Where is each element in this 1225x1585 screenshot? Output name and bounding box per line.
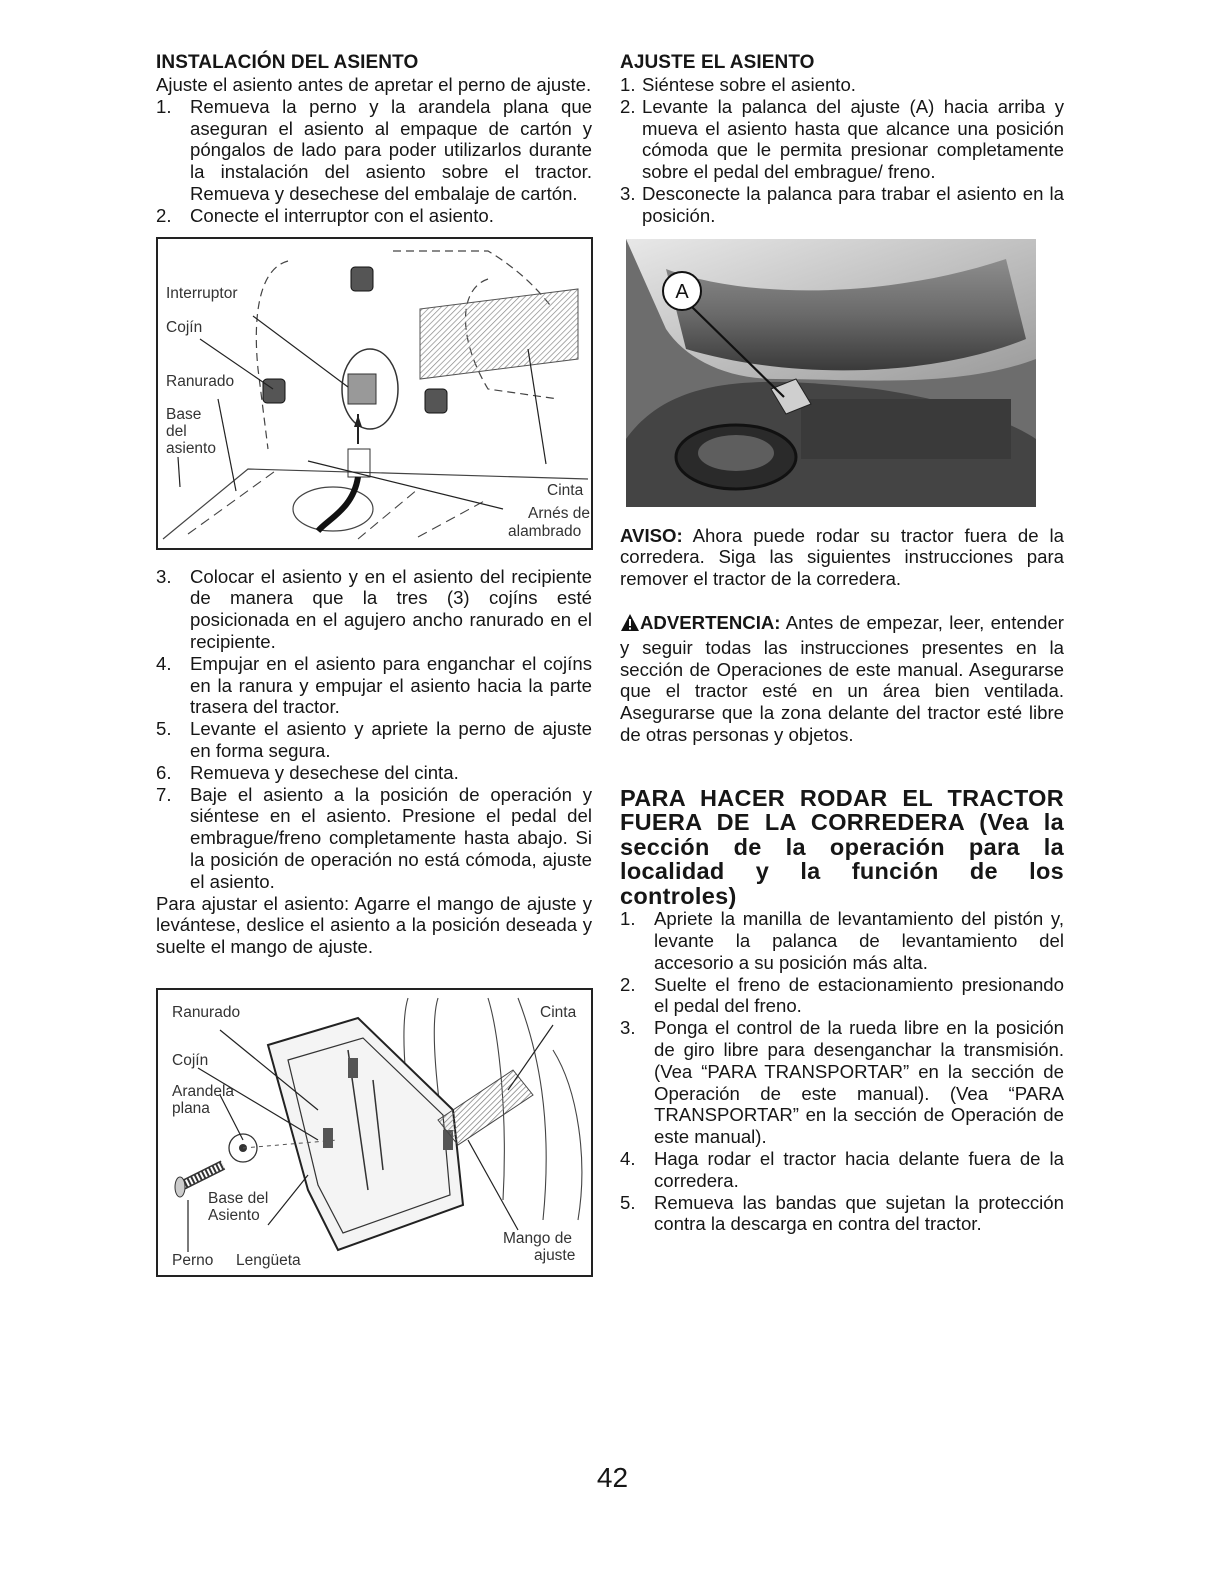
list-item: 3. Colocar el asiento y en el asiento del recipiente de manera que la tres (3) cojíns esté posicionada en el agujero ancho ranurado en el recipiente.	[156, 565, 592, 652]
label-mango-ajuste: ajuste	[534, 1246, 576, 1264]
advertencia-text: Antes de empezar, leer, entender y seguir todas las instrucciones presentes en la sección de Operaciones de este manual. Asegurarse que el tractor esté en un área bien ventilada. Asegurarse que la zona delante del tractor esté libre de otras personas y objetos.	[620, 611, 1064, 745]
figure-switch-connection	[156, 237, 593, 550]
left-column	[156, 52, 592, 1277]
label-base-del-2: Base del	[208, 1189, 269, 1207]
list-item: 5. Levante el asiento y apriete la perno de ajuste en forma segura.	[156, 718, 592, 761]
aviso-paragraph	[620, 525, 1064, 590]
label-base-del: del	[166, 422, 187, 440]
label-asiento-2: Asiento	[208, 1206, 260, 1224]
label-cojin-2: Cojín	[172, 1051, 209, 1069]
list-item: 2. Conecte el interruptor con el asiento.	[156, 204, 494, 226]
photo-seat-lever	[626, 239, 1036, 507]
label-ranurado: Ranurado	[166, 372, 235, 390]
list-item: 6. Remueva y desechese del cinta.	[156, 761, 459, 783]
label-lengueta: Lengüeta	[236, 1251, 301, 1269]
label-cinta-2: Cinta	[540, 1003, 577, 1021]
label-mango: Mango de	[503, 1229, 572, 1247]
label-ranurado-2: Ranurado	[172, 1003, 241, 1021]
list-item: 3. Ponga el control de la rueda libre en la posición de giro libre para desenganchar la transmisión. (Vea “PARA TRANSPORTAR” en la sección de Operación de este manual). (Vea “PARA TRANSPORTAR” en la sección de Operación de este manual).	[620, 1017, 1064, 1148]
section-heading-instalacion: INSTALACIÓN DEL ASIENTO	[156, 52, 419, 73]
figure-seat-lever-photo	[626, 239, 1036, 507]
list-item: 5. Remueva las bandas que sujetan la protección contra la descarga en contra del tractor.	[620, 1191, 1064, 1235]
label-cinta: Cinta	[547, 481, 584, 499]
page-number: 42	[596, 1462, 629, 1493]
right-column	[620, 52, 1064, 1235]
label-interruptor: Interruptor	[166, 284, 238, 302]
label-arandela: Arandela	[172, 1082, 235, 1100]
steps-list-a	[156, 96, 592, 227]
list-item: 4. Empujar en el asiento para enganchar el cojíns en la ranura y empujar el asiento hacia la parte trasera del tractor.	[156, 652, 592, 718]
label-base: Base	[166, 405, 202, 423]
steps-list-ajuste	[620, 74, 1064, 227]
advertencia-label: ADVERTENCIA:	[640, 611, 781, 633]
advertencia-paragraph	[620, 612, 1064, 746]
list-item: 1. Siéntese sobre el asiento.	[620, 74, 856, 95]
list-item: 2. Levante la palanca del ajuste (A) hacia arriba y mueva el asiento hasta que alcance una posición cómoda que le permita presionar completamente sobre el pedal del embrague/ freno.	[620, 95, 1064, 183]
label-arnes-alambrado: alambrado	[508, 522, 582, 540]
label-perno: Perno	[172, 1251, 214, 1269]
list-item: 1. Remueva la perno y la arandela plana que aseguran el asiento al empaque de cartón y póngalos de lado para poder utilizarlos durante la instalación del asiento sobre el tractor. Remueva y desechese del embalaje de cartón.	[156, 95, 592, 204]
callout-a: A	[675, 280, 689, 303]
list-item: 2. Suelte el freno de estacionamiento presionando el pedal del freno.	[620, 973, 1064, 1017]
list-item: 4. Haga rodar el tractor hacia delante fuera de la corredera.	[620, 1148, 1064, 1191]
section-heading-rodar: PARA HACER RODAR EL TRACTOR FUERA DE LA CORREDERA (Vea la sección de la operación para la localidad y la función de los controles)	[620, 784, 1064, 909]
list-item: 7. Baje el asiento a la posición de operación y siéntese en el asiento. Presione el pedal del embrague/freno completamente hasta abajo. Si la posición de operación no está cómoda, ajuste el asiento.	[156, 783, 592, 892]
warning-triangle-icon	[620, 613, 640, 637]
label-arnes: Arnés de	[528, 504, 591, 522]
adjust-paragraph: Para ajustar el asiento: Agarre el mango de ajuste y levántese, deslice el asiento a la posición deseada y suelte el mango de ajuste.	[156, 892, 592, 958]
aviso-label: AVISO:	[620, 524, 683, 546]
label-base-asiento: asiento	[166, 439, 216, 457]
label-cojin: Cojín	[166, 318, 203, 336]
list-item: 3. Desconecte la palanca para trabar el asiento en la posición.	[620, 182, 1064, 226]
intro-text: Ajuste el asiento antes de apretar el perno de ajuste.	[156, 74, 592, 95]
label-arandela-plana: plana	[172, 1099, 210, 1117]
figure-seat-base	[156, 988, 593, 1277]
section-heading-ajuste: AJUSTE EL ASIENTO	[620, 52, 815, 73]
aviso-text: Ahora puede rodar su tractor fuera de la corredera. Siga las siguientes instrucciones para remover el tractor de la corredera.	[620, 524, 1064, 590]
list-item: 1. Apriete la manilla de levantamiento del pistón y, levante la palanca de levantamiento del accesorio a su posición más alta.	[620, 908, 1064, 973]
steps-list-rodar	[620, 908, 1064, 1235]
steps-list-b	[156, 566, 592, 893]
